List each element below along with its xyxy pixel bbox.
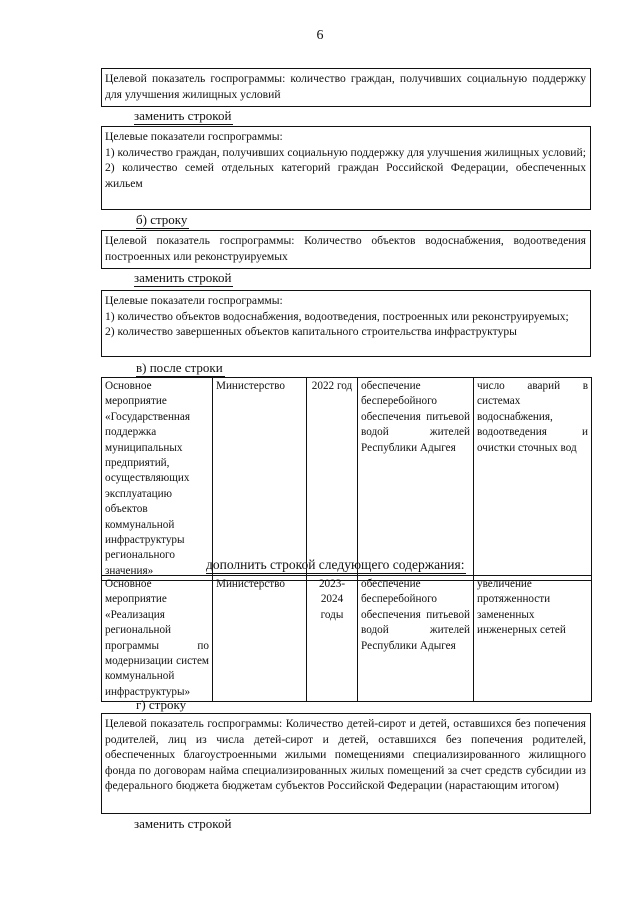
- cell-year: 2022 год: [307, 378, 358, 581]
- page-number: 6: [316, 28, 324, 43]
- indicators-heading-2: Целевые показатели госпрограммы:: [105, 130, 283, 143]
- cell-year: 2023-2024 годы: [307, 576, 358, 702]
- indicator-item-b2-1: 1) количество объектов водоснабжения, водоотведения, построенных или реконструируемых;: [105, 309, 569, 323]
- target-indicators-box-b2: [101, 290, 591, 357]
- target-indicator-box-1: [101, 68, 591, 107]
- cell-result: обеспечение бесперебойного обеспечения питьевой водой жителей Республики Адыгея: [358, 378, 474, 581]
- indicator-item-2-1: 1) количество граждан, получивших социальную поддержку для улучшения жилищных условий;: [105, 145, 586, 159]
- section-v-label: в) после строки: [136, 360, 223, 375]
- table-row-new: [101, 575, 592, 702]
- cell-event: Основное мероприятие «Государственная поддержка муниципальных предприятий, осуществляющих эксплуатацию объектов коммунальной инфраструктуры регионального значения»: [102, 378, 213, 581]
- section-g-label: г) строку: [136, 697, 187, 712]
- cell-event: Основное мероприятие «Реализация региональной программы по модернизации систем коммунальной инфраструктуры»: [102, 576, 213, 702]
- target-indicator-box-b: [101, 230, 591, 269]
- add-row-label: дополнить строкой следующего содержания:: [206, 557, 465, 572]
- table-row-after: [101, 377, 592, 581]
- table-row: [102, 378, 592, 581]
- replace-label-1: заменить строкой: [134, 108, 232, 123]
- target-indicator-text-1: Целевой показатель госпрограммы: количество граждан, получивших социальную поддержку для улучшения жилищных условий: [105, 72, 586, 101]
- cell-result: обеспечение бесперебойного обеспечения питьевой водой жителей Республики Адыгея: [358, 576, 474, 702]
- replace-label-b: заменить строкой: [134, 270, 232, 285]
- cell-indicator: число аварий в системах водоснабжения, водоотведения и очистки сточных вод: [474, 378, 592, 581]
- section-b-label: б) строку: [136, 212, 188, 227]
- replace-label-g: заменить строкой: [134, 816, 232, 831]
- indicators-heading-b2: Целевые показатели госпрограммы:: [105, 294, 283, 307]
- target-indicator-text-g: Целевой показатель госпрограммы: Количество детей-сирот и детей, оставшихся без попечения родителей, лиц из числа детей-сирот и детей, оставшихся без попечения родителей, обеспеченных благоустроенными жилыми помещениями специализированного жилищного фонда по договорам найма специализированных жилых помещений за счет средств субсидии из федерального бюджета бюджетам субъектов Российской Федерации (нарастающим итогом): [105, 717, 586, 793]
- target-indicator-box-g: [101, 713, 591, 814]
- indicator-item-b2-2: 2) количество завершенных объектов капитального строительства инфраструктуры: [105, 325, 517, 339]
- cell-executor: Министерство: [213, 378, 307, 581]
- indicator-item-2-2: 2) количество семей отдельных категорий граждан Российской Федерации, обеспеченных жильем: [105, 161, 586, 190]
- cell-indicator: увеличение протяженности замененных инженерных сетей: [474, 576, 592, 702]
- target-indicator-text-b: Целевой показатель госпрограммы: Количество объектов водоснабжения, водоотведения построенных или реконструируемых: [105, 234, 586, 263]
- cell-executor: Министерство: [213, 576, 307, 702]
- target-indicators-box-2: [101, 126, 591, 210]
- table-row: [102, 576, 592, 702]
